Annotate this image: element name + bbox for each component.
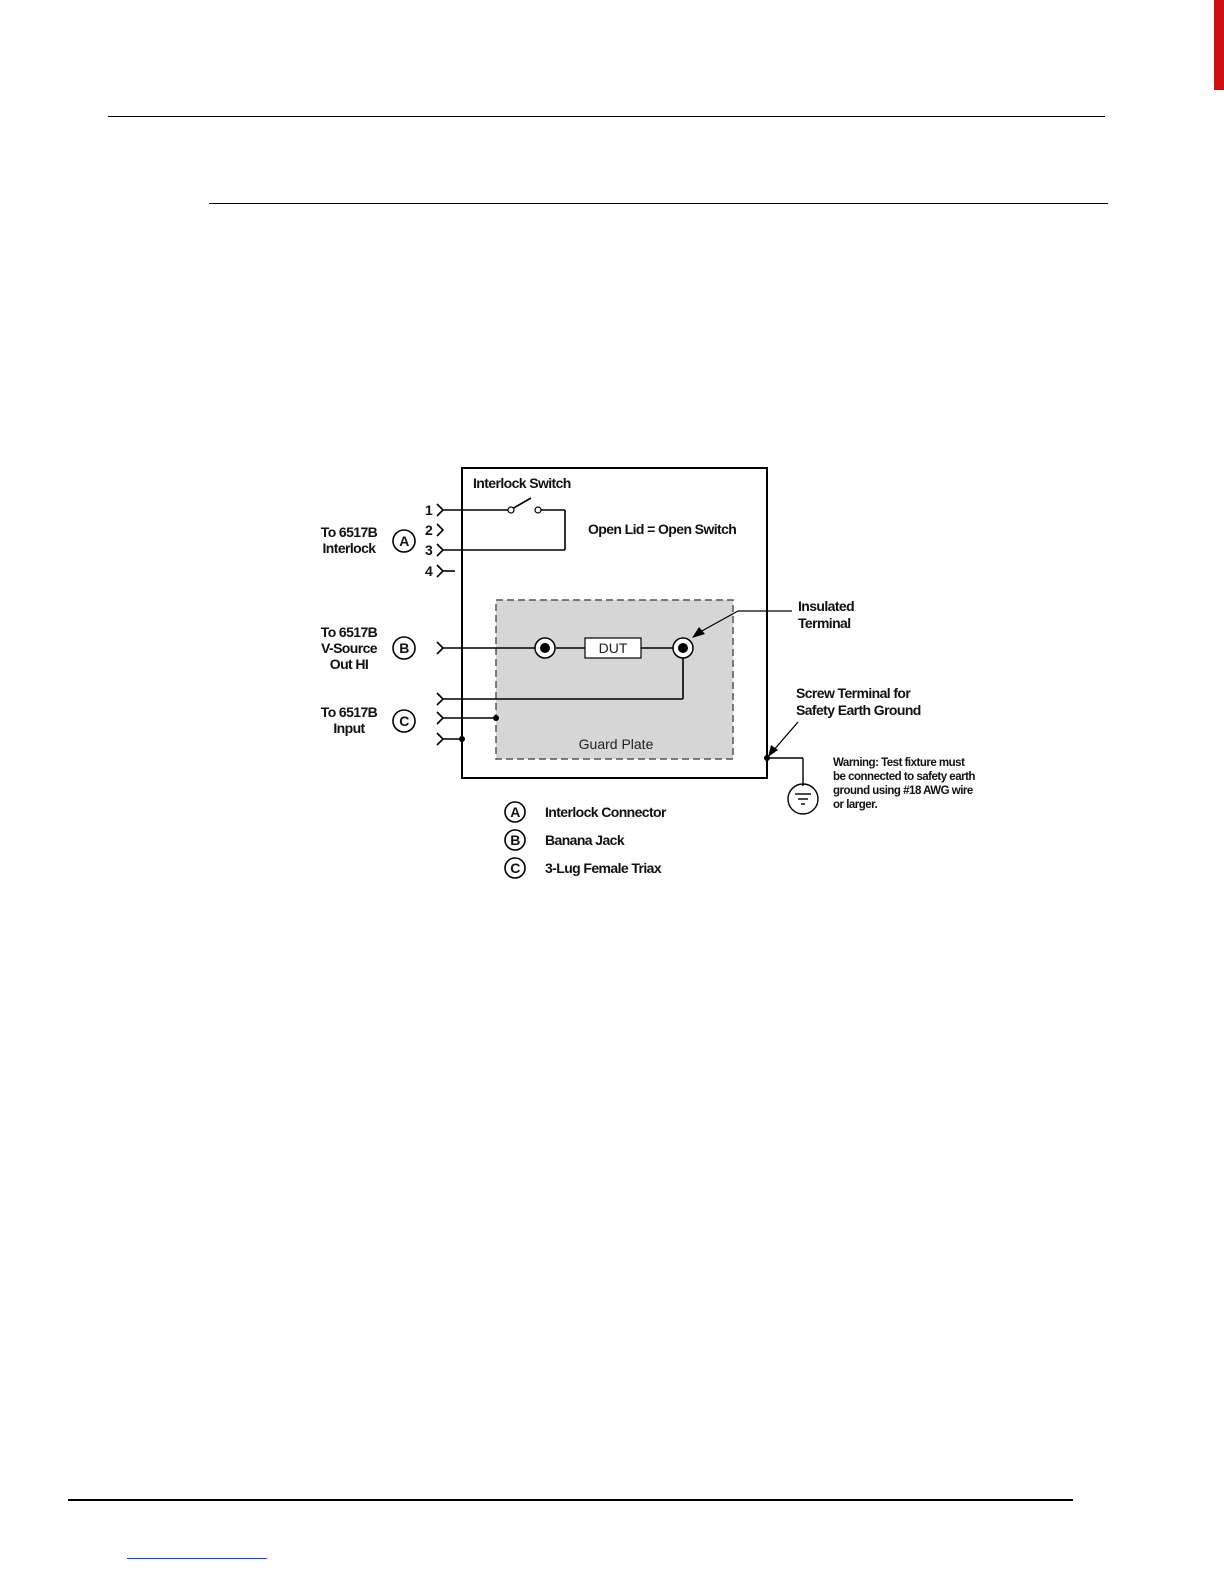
interlock-connector (437, 498, 565, 577)
interlock-label-line1: To 6517B (320, 524, 378, 540)
chassis-junction (459, 736, 465, 742)
legend-c-marker: C (510, 860, 520, 876)
screw-callout-arrow (773, 722, 798, 751)
switch-contact-right (535, 507, 541, 513)
pin-3-label: 3 (425, 542, 433, 558)
interlock-label-line2: Interlock (322, 540, 376, 556)
warning-lead: Warning: (833, 757, 879, 769)
footer-rule (68, 1499, 1073, 1501)
screw-terminal-line1: Screw Terminal for (796, 685, 911, 701)
legend-a-text: Interlock Connector (545, 804, 666, 820)
insulated-terminal-line2: Terminal (798, 615, 851, 631)
marker-b: B (399, 640, 409, 656)
warning-line2: be connected to safety earth (833, 771, 975, 783)
vsource-label-line3: Out HI (329, 656, 369, 672)
guard-plate-label: Guard Plate (578, 736, 654, 752)
legend-c-text: 3-Lug Female Triax (545, 860, 662, 876)
warning-line3: ground using #18 AWG wire (833, 785, 973, 797)
warning-line4: or larger. (833, 799, 878, 811)
pin-4-label: 4 (425, 563, 433, 579)
input-label-line1: To 6517B (320, 704, 378, 720)
guard-junction (493, 715, 499, 721)
pin-1-label: 1 (425, 502, 433, 518)
dut-label: DUT (598, 640, 628, 656)
legend-b-text: Banana Jack (545, 832, 625, 848)
switch-contact-left (508, 507, 514, 513)
open-lid-label: Open Lid = Open Switch (588, 521, 737, 537)
marker-a: A (399, 533, 409, 549)
marker-c: C (399, 713, 409, 729)
pin-2-label: 2 (425, 522, 433, 538)
screw-terminal-line2: Safety Earth Ground (796, 702, 921, 718)
warning-line1 (833, 757, 965, 769)
banana-jack-left-center (540, 643, 550, 653)
ground-symbol (767, 758, 818, 814)
insulated-terminal-center (678, 643, 688, 653)
legend (505, 802, 667, 878)
vsource-label-line1: To 6517B (320, 624, 378, 640)
insulated-terminal-line1: Insulated (798, 598, 855, 614)
legend-b-marker: B (510, 832, 520, 848)
legend-a-marker: A (510, 804, 520, 820)
warning-line1-text: Test fixture must (878, 757, 965, 769)
interlock-switch-label: Interlock Switch (473, 475, 571, 491)
footer-link-underline[interactable] (127, 1558, 267, 1559)
vsource-label-line2: V-Source (321, 640, 377, 656)
input-label-line2: Input (333, 720, 365, 736)
